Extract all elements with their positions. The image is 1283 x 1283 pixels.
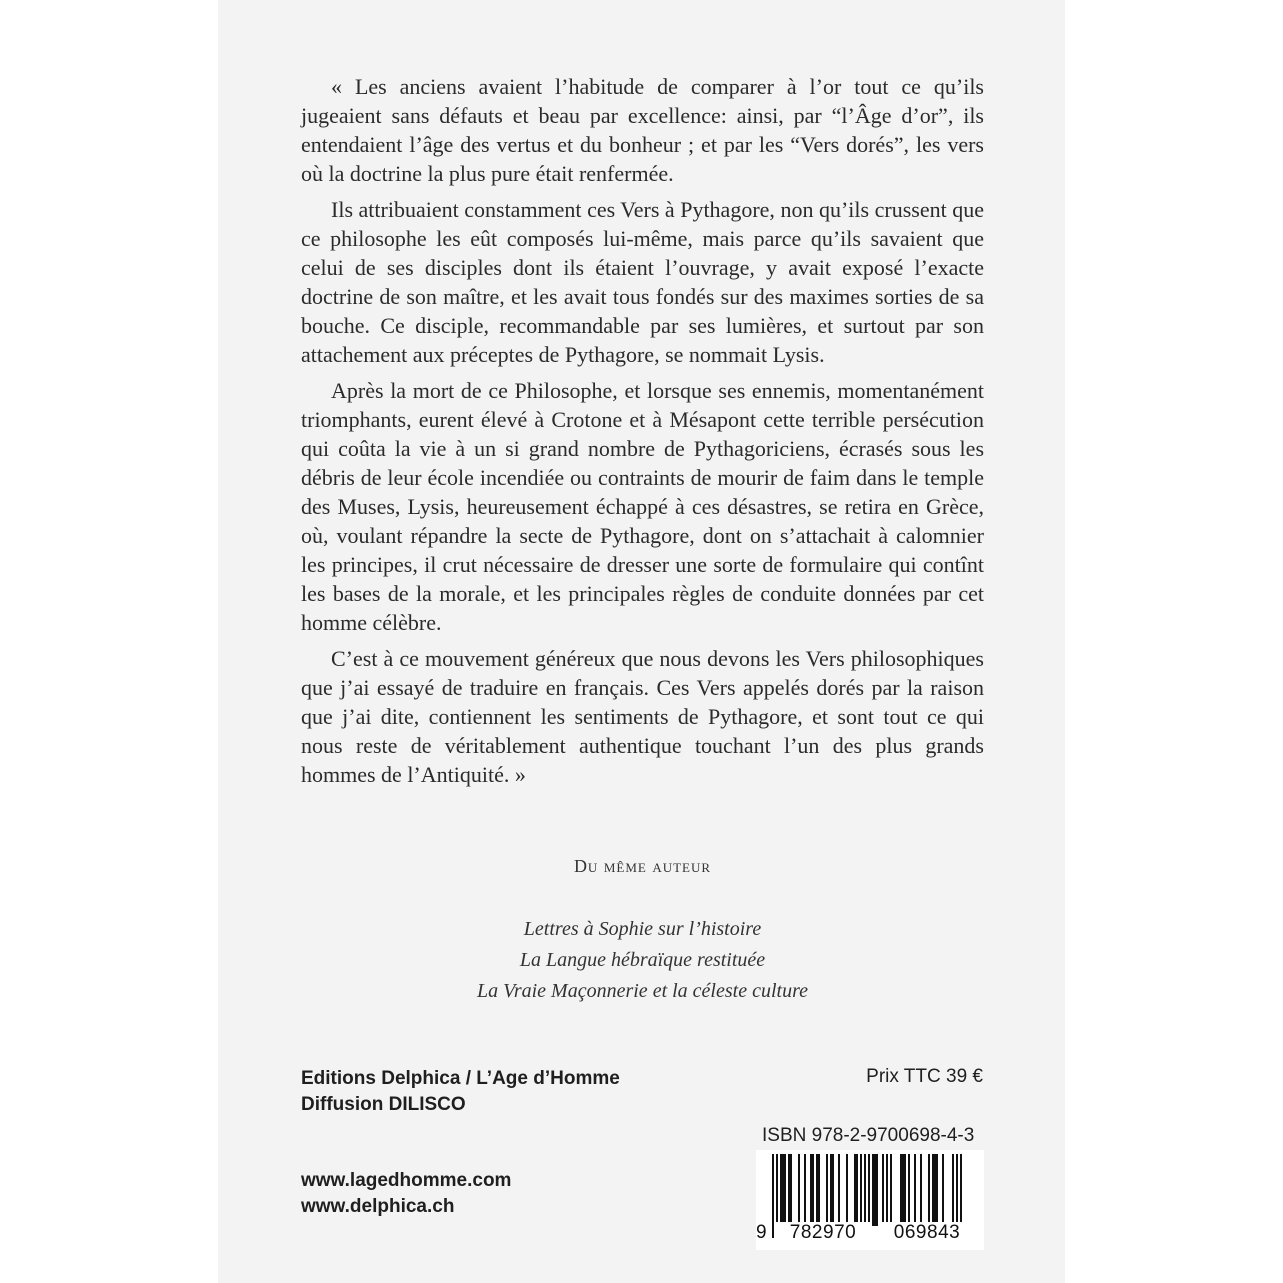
barcode-bar bbox=[830, 1154, 832, 1226]
barcode-bar bbox=[874, 1154, 876, 1226]
barcode-bar bbox=[908, 1154, 910, 1226]
barcode-bar bbox=[832, 1154, 834, 1226]
paragraph-4: C’est à ce mouvement généreux que nous devons les Vers philosophiques que j’ai essayé de traduire en français. Ces Vers appelés dorés par la raison que j’ai dite, contiennent les sentiments de Pythagore, et sont tout ce qui nous reste de véritablement authentique touchant l’un des plus grands hommes de l’Antiquité. » bbox=[301, 646, 984, 787]
barcode-bar bbox=[890, 1154, 892, 1226]
distributor-name: Diffusion DILISCO bbox=[301, 1094, 466, 1115]
barcode bbox=[756, 1150, 984, 1250]
barcode-bar bbox=[804, 1154, 806, 1226]
blurb-text bbox=[301, 72, 984, 796]
same-author-list bbox=[301, 914, 984, 1007]
barcode-bar bbox=[854, 1154, 856, 1226]
barcode-bar bbox=[904, 1154, 906, 1226]
barcode-bar bbox=[876, 1154, 878, 1226]
barcode-bar bbox=[920, 1154, 922, 1226]
same-author-heading: Du même auteur bbox=[573, 856, 712, 876]
barcode-left-group: 782970 bbox=[774, 1222, 872, 1244]
barcode-bar bbox=[838, 1154, 840, 1226]
barcode-bar bbox=[846, 1154, 848, 1226]
barcode-bar bbox=[812, 1154, 814, 1226]
barcode-bar bbox=[788, 1154, 790, 1226]
barcode-bar bbox=[900, 1154, 902, 1226]
website-link[interactable]: www.lagedhomme.com bbox=[301, 1170, 512, 1191]
barcode-bar bbox=[872, 1154, 874, 1226]
barcode-bar bbox=[886, 1154, 888, 1226]
barcode-bar bbox=[934, 1154, 936, 1226]
websites bbox=[301, 1168, 511, 1220]
barcode-bar bbox=[826, 1154, 828, 1226]
paragraph-1: « Les anciens avaient l’habitude de comparer à l’or tout ce qu’ils jugeaient sans défauts et beau par excellence: ainsi, par “l’Âge d’or”, ils entendaient l’âge des vertus et du bonheur ; et par les “Vers dorés”, les vers où la doctrine la plus pure était renfermée. bbox=[301, 74, 984, 186]
barcode-bar bbox=[784, 1154, 786, 1226]
barcode-bar bbox=[942, 1154, 944, 1226]
barcode-first-digit: 9 bbox=[756, 1222, 768, 1243]
barcode-bar bbox=[782, 1154, 784, 1226]
price-label: Prix TTC 39 € bbox=[866, 1066, 983, 1087]
barcode-bar bbox=[860, 1154, 862, 1226]
paragraph-3: Après la mort de ce Philosophe, et lorsque ses ennemis, momentanément triomphants, eurent élevé à Crotone et à Mésapont cette terrible persécution qui coûta la vie à un si grand nombre de Pythagoriciens, écrasés sous les débris de leur école incendiée ou contraints de mourir de faim dans le temple des Muses, Lysis, heureusement échappé à ces désastres, se retira en Grèce, où, voulant répandre la secte de Pythagore, dont on s’attachait à calomnier les principes, il crut nécessaire de dresser une sorte de formulaire qui contînt les bases de la morale, et les principales règles de conduite données par cet homme célèbre. bbox=[301, 378, 984, 635]
paragraph-2: Ils attribuaient constamment ces Vers à Pythagore, non qu’ils crussent que ce philosophe les eût composés lui-même, mais parce qu’ils savaient que celui de ses disciples dont ils étaient l’ouvrage, y avait exposé l’exacte doctrine de son maître, et les avait tous fondés sur des maximes sorties de sa bouche. Ce disciple, recommandable par ses lumières, et surtout par son attachement aux préceptes de Pythagore, se nommait Lysis. bbox=[301, 197, 984, 367]
barcode-bar bbox=[816, 1154, 818, 1226]
isbn-label: ISBN 978-2-9700698-4-3 bbox=[762, 1125, 975, 1146]
barcode-bar bbox=[818, 1154, 820, 1226]
barcode-bar bbox=[902, 1154, 904, 1226]
book-title: Lettres à Sophie sur l’histoire bbox=[523, 918, 762, 940]
publisher-info bbox=[301, 1066, 620, 1118]
barcode-bar bbox=[952, 1154, 954, 1226]
barcode-bar bbox=[936, 1154, 938, 1226]
barcode-bar bbox=[780, 1154, 782, 1226]
barcode-bar bbox=[856, 1154, 858, 1226]
book-title: La Vraie Maçonnerie et la céleste culture bbox=[476, 980, 808, 1002]
book-title: La Langue hébraïque restituée bbox=[519, 949, 766, 971]
barcode-right-group: 069843 bbox=[878, 1222, 976, 1244]
barcode-bar bbox=[798, 1154, 800, 1226]
barcode-bar bbox=[810, 1154, 812, 1226]
barcode-bar bbox=[928, 1154, 930, 1226]
website-link[interactable]: www.delphica.ch bbox=[301, 1196, 455, 1217]
barcode-bar bbox=[882, 1154, 884, 1226]
publisher-name: Editions Delphica / L’Age d’Homme bbox=[301, 1068, 620, 1089]
barcode-bar bbox=[914, 1154, 916, 1226]
barcode-bar bbox=[932, 1154, 934, 1226]
barcode-bar bbox=[790, 1154, 792, 1226]
